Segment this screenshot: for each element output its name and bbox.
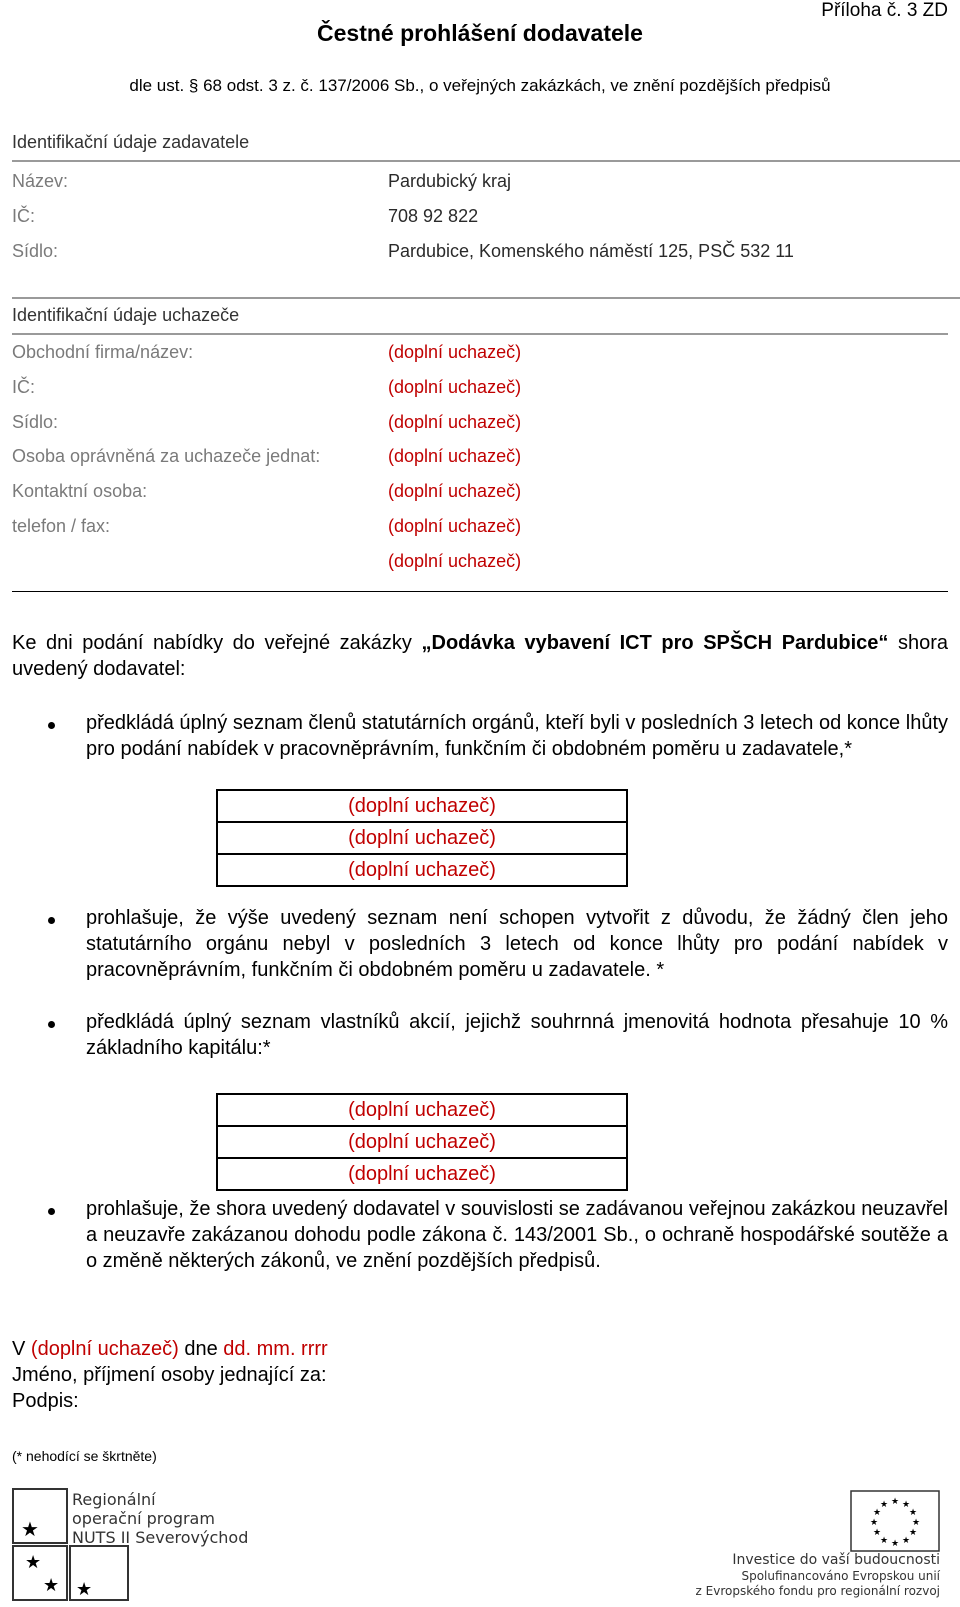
eu-line: Investice do vaší budoucnosti [732,1552,940,1568]
zadavatel-value: Pardubice, Komenského náměstí 125, PSČ 532 11 [388,241,794,261]
box-field[interactable]: (doplní uchazeč) [218,823,626,855]
footnote: (* nehodící se škrtněte) [12,1448,157,1464]
uchazec-bottom-rule [12,591,948,592]
intro-suffix: shora uvedený dodavatel: [12,632,949,680]
uchazec-field[interactable]: (doplní uchazeč) [388,481,522,501]
svg-text:★: ★ [21,1517,39,1541]
zadavatel-bottom-rule [12,297,960,299]
uchazec-field[interactable]: (doplní uchazeč) [388,446,522,466]
signature-line: Podpis: [12,1390,79,1412]
zadavatel-value: Pardubický kraj [388,171,512,191]
box-field[interactable]: (doplní uchazeč) [218,1095,626,1127]
bullet-icon [48,1208,55,1215]
svg-text:★: ★ [908,1528,918,1538]
bullet-icon [48,1021,55,1028]
contract-name: „Dodávka vybavení ICT pro SPŠCH Pardubice“ [421,632,889,654]
eu-logo-text [696,1552,940,1599]
uchazec-field[interactable]: (doplní uchazeč) [388,516,522,536]
uchazec-label: IČ: [12,377,36,397]
uchazec-label: telefon / fax: [12,516,111,536]
uchazec-label: Osoba oprávněná za uchazeče jednat: [12,446,321,466]
bullet-text: předkládá úplný seznam členů statutárních orgánů, kteří byli v posledních 3 letech od konce lhůty pro podání nabídek v pracovněprávním, funkčním či obdobném poměru u zadavatele,* [86,712,948,760]
svg-text:★: ★ [901,1536,911,1546]
intro-prefix: Ke dni podání nabídky do veřejné zakázky [12,632,422,654]
svg-text:★: ★ [890,1497,900,1507]
svg-text:★: ★ [911,1518,921,1528]
svg-text:★: ★ [901,1500,911,1510]
eu-line: Spolufinancováno Evropskou unií [741,1569,940,1583]
box-field[interactable]: (doplní uchazeč) [218,791,626,823]
intro-paragraph [12,630,948,682]
svg-text:★: ★ [76,1579,93,1600]
document-subtitle: dle ust. § 68 odst. 3 z. č. 137/2006 Sb., o veřejných zakázkách, ve znění pozdějších předpisů [129,76,831,95]
box-field[interactable]: (doplní uchazeč) [348,859,496,881]
svg-text:★: ★ [43,1575,60,1596]
eu-line: z Evropského fondu pro regionální rozvoj [695,1584,940,1598]
uchazec-label: Kontaktní osoba: [12,481,148,501]
box-field[interactable]: (doplní uchazeč) [348,1163,496,1185]
svg-text:★: ★ [890,1539,900,1549]
svg-text:★: ★ [908,1508,918,1518]
shareholders-box [216,1093,628,1191]
rop-logo-text [72,1490,248,1547]
date-prefix: dne [178,1338,224,1360]
zadavatel-value: 708 92 822 [388,206,479,226]
rop-line: NUTS II Severovýchod [72,1528,249,1547]
uchazec-field[interactable]: (doplní uchazeč) [388,377,522,397]
rop-line: Regionální [72,1490,156,1509]
attachment-label: Příloha č. 3 ZD [821,0,948,21]
svg-text:★: ★ [872,1528,882,1538]
svg-text:★: ★ [869,1518,879,1528]
zadavatel-label: Sídlo: [12,241,59,261]
uchazec-field[interactable]: (doplní uchazeč) [388,342,522,362]
svg-text:★: ★ [879,1500,889,1510]
date-field[interactable]: dd. mm. rrrr [223,1338,328,1360]
eu-flag-icon [850,1490,940,1552]
place-date-line [12,1336,328,1362]
bullet-text: prohlašuje, že výše uvedený seznam není schopen vytvořit z důvodu, že žádný člen jeho statutárního orgánu nebyl v posledních 3 letech od konce lhůty pro podání nabídek v pracovněprávním, funkčním či obdobném poměru u zadavatele. * [86,907,948,981]
bullet-text: předkládá úplný seznam vlastníků akcií, jejichž souhrnná jmenovitá hodnota přesahuje 10 % základního kapitálu:* [86,1011,948,1059]
uchazec-label: Sídlo: [12,412,59,432]
name-line: Jméno, příjmení osoby jednající za: [12,1364,327,1386]
document-title: Čestné prohlášení dodavatele [317,20,643,46]
bullet-text: prohlašuje, že shora uvedený dodavatel v souvislosti se zadávanou veřejnou zakázkou neuzavřel a neuzavře zakázanou dohodu podle zákona č. 143/2001 Sb., o ochraně hospodářské soutěže a o změně některých zákonů, ve znění pozdějších předpisů. [86,1198,948,1272]
box-field[interactable]: (doplní uchazeč) [218,1127,626,1159]
uchazec-label: Obchodní firma/název: [12,342,194,362]
statutory-members-box [216,789,628,887]
uchazec-rule [12,333,948,335]
zadavatel-label: IČ: [12,206,36,226]
place-prefix: V [12,1338,31,1360]
zadavatel-rule [12,160,960,162]
place-field[interactable]: (doplní uchazeč) [30,1338,179,1360]
uchazec-field[interactable]: (doplní uchazeč) [388,412,522,432]
zadavatel-heading: Identifikační údaje zadavatele [12,132,250,152]
bullet-icon [48,722,55,729]
bullet-icon [48,917,55,924]
svg-text:★: ★ [879,1536,889,1546]
zadavatel-label: Název: [12,171,69,191]
uchazec-heading: Identifikační údaje uchazeče [12,305,240,325]
svg-text:★: ★ [25,1552,42,1573]
uchazec-field[interactable]: (doplní uchazeč) [388,551,522,571]
svg-text:★: ★ [872,1508,882,1518]
rop-line: operační program [72,1509,215,1528]
